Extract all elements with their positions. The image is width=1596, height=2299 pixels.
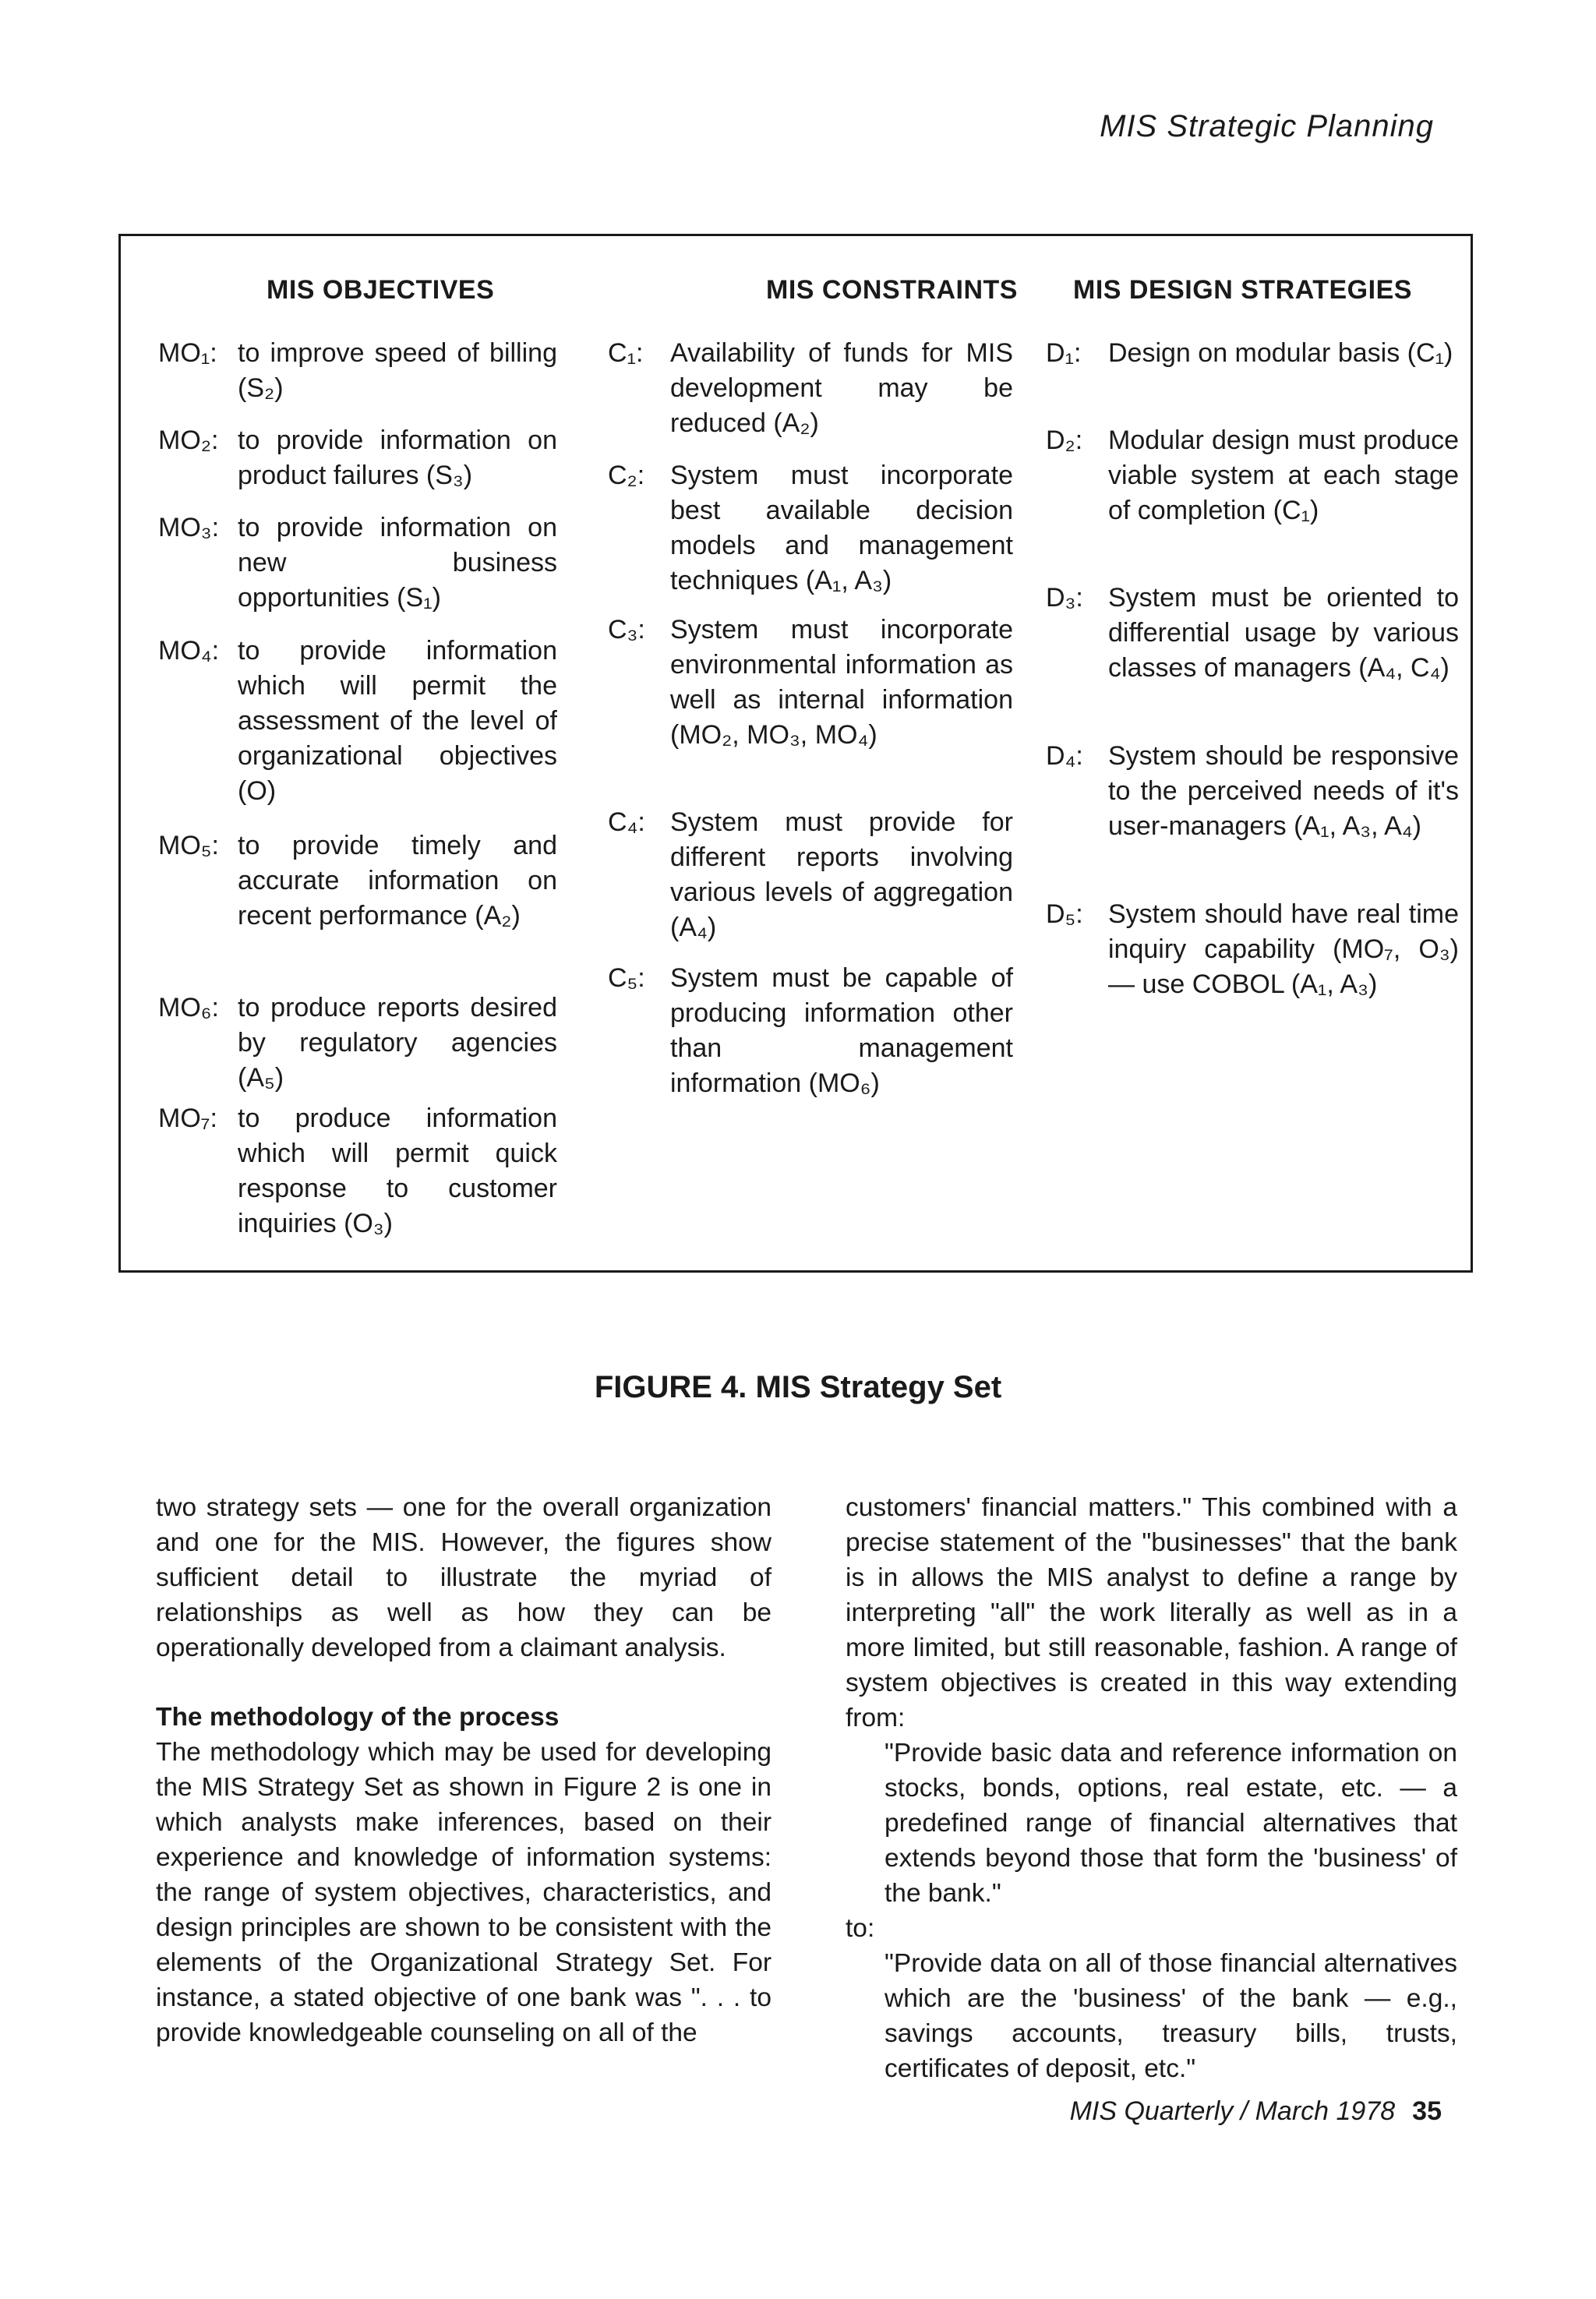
objective-text: to provide information which will permit the assessment of the level of organizational objectives (O) bbox=[238, 636, 557, 806]
constraint-label: C₃: bbox=[608, 615, 645, 644]
section-heading: The methodology of the process bbox=[156, 1703, 560, 1732]
objective-text: to produce reports desired by regulatory agencies (A₅) bbox=[238, 993, 557, 1093]
paragraph: two strategy sets — one for the overall organization and one for the MIS. However, the figures show sufficient detail to illustrate the myriad of relationships as well as how they can be operationally developed from a claimant analysis. bbox=[156, 1493, 772, 1662]
constraint-text: System must be capable of producing information other than management information (MO₆) bbox=[670, 963, 1013, 1098]
objective-text: to produce information which will permit quick response to customer inquiries (O₃) bbox=[238, 1104, 557, 1238]
constraint-label: C₄: bbox=[608, 807, 645, 837]
objectives-column-header: MIS OBJECTIVES bbox=[267, 275, 495, 305]
objective-label: MO₆: bbox=[158, 993, 219, 1022]
objective-text: to provide information on new business opportunities (S₁) bbox=[238, 513, 557, 613]
strategy-label: D₄: bbox=[1046, 741, 1083, 771]
objective-label: MO₁: bbox=[158, 338, 217, 368]
figure-caption: FIGURE 4. MIS Strategy Set bbox=[594, 1370, 1002, 1404]
paragraph: customers' financial matters." This combined with a precise statement of the "businesses" that the bank is in allows the MIS analyst to define a range by interpreting "all" the work literally as well as in a more limited, but still reasonable, fashion. A range of system objectives is created in this way extending from: bbox=[846, 1493, 1457, 1732]
quote: "Provide data on all of those financial alternatives which are the 'business' of the bank — e.g., savings accounts, treasury bills, trusts, certificates of deposit, etc." bbox=[885, 1949, 1457, 2083]
constraint-text: System must incorporate environmental information as well as internal information (MO₂, MO₃, MO₄) bbox=[670, 615, 1013, 750]
constraint-label: C₂: bbox=[608, 461, 645, 490]
strategy-label: D₃: bbox=[1046, 583, 1083, 613]
constraints-column-header: MIS CONSTRAINTS bbox=[766, 275, 1018, 305]
objective-text: to provide timely and accurate information on recent performance (A₂) bbox=[238, 831, 557, 931]
figure-strategy-set-table bbox=[118, 234, 1473, 1273]
page-number: 35 bbox=[1412, 2096, 1442, 2126]
objective-label: MO₅: bbox=[158, 831, 219, 860]
strategy-text: System should have real time inquiry capability (MO₇, O₃) — use COBOL (A₁, A₃) bbox=[1108, 899, 1459, 999]
strategy-label: D₂: bbox=[1046, 426, 1083, 455]
objective-label: MO₄: bbox=[158, 636, 220, 666]
body-right-column bbox=[846, 1490, 1457, 2086]
objective-text: to improve speed of billing (S₂) bbox=[238, 338, 557, 403]
strategy-text: Design on modular basis (C₁) bbox=[1108, 338, 1453, 368]
objective-text: to provide information on product failures (S₃) bbox=[238, 426, 557, 490]
strategy-text: System should be responsive to the perceived needs of it's user-managers (A₁, A₃, A₄) bbox=[1108, 741, 1459, 841]
body-left-column bbox=[156, 1490, 772, 2050]
strategies-column-header: MIS DESIGN STRATEGIES bbox=[1073, 275, 1412, 305]
strategy-label: D₁: bbox=[1046, 338, 1082, 368]
running-head: MIS Strategic Planning bbox=[1100, 109, 1434, 143]
constraint-label: C₅: bbox=[608, 963, 645, 993]
quote: "Provide basic data and reference information on stocks, bonds, options, real estate, etc. — a predefined range of financial alternatives that extends beyond those that form the 'business' of the bank." bbox=[885, 1739, 1457, 1908]
constraint-text: System must provide for different reports involving various levels of aggregation (A₄) bbox=[670, 807, 1013, 942]
strategy-text: System must be oriented to differential usage by various classes of managers (A₄, C₄) bbox=[1108, 583, 1459, 683]
objective-label: MO₂: bbox=[158, 426, 219, 455]
objective-label: MO₇: bbox=[158, 1104, 217, 1133]
constraint-label: C₁: bbox=[608, 338, 644, 368]
constraint-text: System must incorporate best available decision models and management techniques (A₁, A₃) bbox=[670, 461, 1013, 595]
strategy-text: Modular design must produce viable system at each stage of completion (C₁) bbox=[1108, 426, 1459, 525]
strategy-label: D₅: bbox=[1046, 899, 1083, 929]
paragraph: to: bbox=[846, 1914, 875, 1943]
objective-label: MO₃: bbox=[158, 513, 220, 542]
journal-citation: MIS Quarterly / March 1978 bbox=[1069, 2096, 1396, 2126]
paragraph: The methodology which may be used for developing the MIS Strategy Set as shown in Figure 2 is one in which analysts make inferences, based on their experience and knowledge of information systems: the range of system objectives, characteristics, and design principles are shown to be consistent with the elements of the Organizational Strategy Set. For instance, a stated objective of one bank was ". . . to provide knowledgeable counseling on all of the bbox=[156, 1738, 772, 2047]
constraint-text: Availability of funds for MIS development may be reduced (A₂) bbox=[670, 338, 1013, 438]
footer bbox=[1070, 2096, 1442, 2127]
